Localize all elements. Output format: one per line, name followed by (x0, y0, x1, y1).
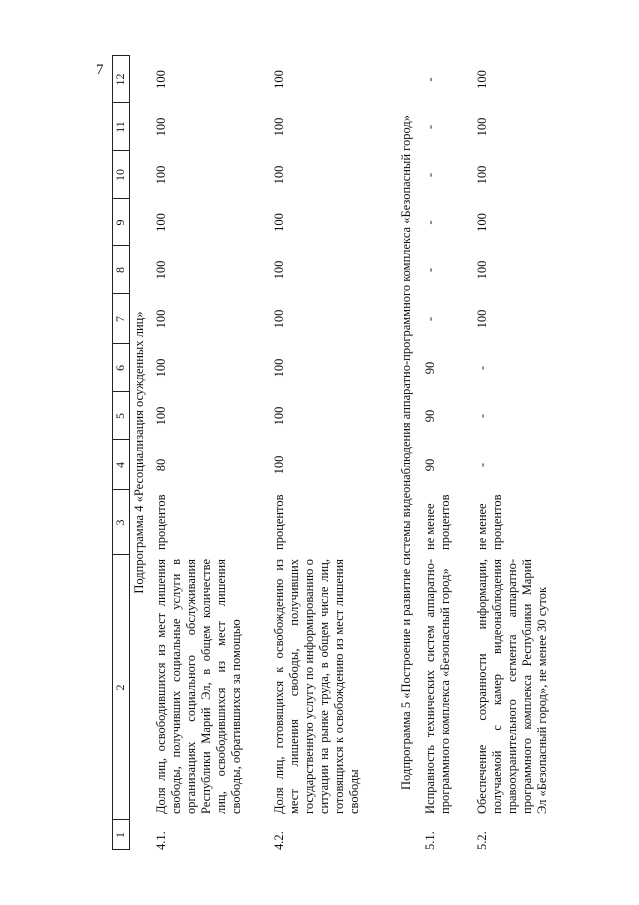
row-5-2-val-7: 100 (475, 309, 489, 329)
row-4-2-val-4: 100 (272, 455, 286, 475)
row-5-2-name: Обеспечение сохранности информации, получаемой с камер видеонаблюдения правоохранительного сегмента аппаратно-программного комплекса Республики Марий Эл «Безопасный город», не менее 30 суток (475, 559, 549, 814)
row-4-2-num: 4.2. (272, 831, 286, 850)
header-bottom-border (129, 55, 130, 850)
row-5-2-val-4: - (475, 462, 489, 468)
header-col-11: 11 (113, 121, 127, 133)
row-5-1-val-5: 90 (423, 409, 437, 423)
header-col-2: 2 (113, 684, 127, 691)
row-5-2-unit: не менее процентов (475, 494, 504, 550)
header-col-12: 12 (113, 73, 127, 86)
row-4-2-val-10: 100 (272, 165, 286, 185)
row-4-2-val-8: 100 (272, 260, 286, 280)
row-4-1-num: 4.1. (154, 831, 168, 850)
header-col-6: 6 (113, 365, 127, 371)
row-4-2-val-11: 100 (272, 117, 286, 137)
row-5-1-val-9: - (423, 220, 437, 225)
header-col-1: 1 (113, 832, 127, 838)
row-5-2-val-8: 100 (475, 260, 489, 280)
row-5-1-num: 5.1. (423, 831, 437, 850)
row-5-1-val-12: - (423, 77, 437, 82)
row-4-1-val-11: 100 (154, 117, 168, 137)
row-5-2-val-9: 100 (475, 213, 489, 232)
indicator-table (112, 55, 554, 850)
row-4-2-val-9: 100 (272, 213, 286, 232)
row-5-1-val-7: - (423, 316, 437, 322)
row-4-2-val-5: 100 (272, 406, 286, 426)
row-4-2-unit: процентов (272, 494, 286, 550)
row-4-2-val-7: 100 (272, 309, 286, 329)
row-4-1-val-4: 80 (154, 458, 168, 472)
row-5-1-val-8: - (423, 267, 437, 273)
row-4-1-val-12: 100 (154, 70, 168, 89)
header-col-9: 9 (113, 219, 127, 226)
subprogram-5-title: Подпрограмма 5 «Построение и развитие системы видеонаблюдения аппаратно-программного комплекса «Безопасный город» (399, 115, 413, 790)
row-5-2-val-5: - (475, 413, 489, 419)
row-4-1-val-9: 100 (154, 213, 168, 232)
header-col-8: 8 (113, 267, 127, 273)
row-5-1-val-10: - (423, 172, 437, 178)
row-4-1-val-8: 100 (154, 260, 168, 280)
header-col-5: 5 (113, 413, 127, 419)
row-5-1-name: Исправность технических систем аппаратно-программного комплекса «Безопасный город» (423, 559, 452, 814)
row-4-1-val-10: 100 (154, 165, 168, 185)
row-5-2-num: 5.2. (475, 831, 489, 850)
row-4-1-val-7: 100 (154, 309, 168, 329)
page-number: 7 (96, 62, 104, 78)
row-4-1-val-6: 100 (154, 358, 168, 378)
header-col-3: 3 (113, 519, 127, 526)
row-5-1-val-4: 90 (423, 458, 437, 472)
header-col-4: 4 (113, 462, 127, 468)
row-4-1-val-5: 100 (154, 406, 168, 426)
row-4-2-name: Доля лиц, готовящихся к освобождению из мест лишения свободы, получивших государственную услугу по информированию о ситуации на рынке труда, в общем числе лиц, готовящихся к освобождению из мест лишения свободы (272, 559, 361, 814)
row-4-1-unit: процентов (154, 494, 168, 550)
row-4-2-val-6: 100 (272, 358, 286, 378)
row-5-2-val-10: 100 (475, 165, 489, 185)
row-5-1-unit: не менее процентов (423, 494, 452, 550)
row-5-1-val-11: - (423, 124, 437, 130)
header-col-10: 10 (113, 169, 127, 181)
header-col-7: 7 (113, 316, 127, 322)
row-4-1-name: Доля лиц, освободившихся из мест лишения свободы, получивших социальные услуги в организациях социального обслуживания Республики Марий Эл, в общем количестве лиц, освободившихся из мест лишения свободы, обратившихся за помощью (154, 559, 243, 814)
row-5-2-val-6: - (475, 365, 489, 371)
row-5-2-val-12: 100 (475, 70, 489, 89)
subprogram-4-title: Подпрограмма 4 «Ресоциализация осужденных лиц» (132, 311, 146, 594)
row-4-2-val-12: 100 (272, 70, 286, 89)
row-5-1-val-6: 90 (423, 361, 437, 375)
row-5-2-val-11: 100 (475, 117, 489, 137)
